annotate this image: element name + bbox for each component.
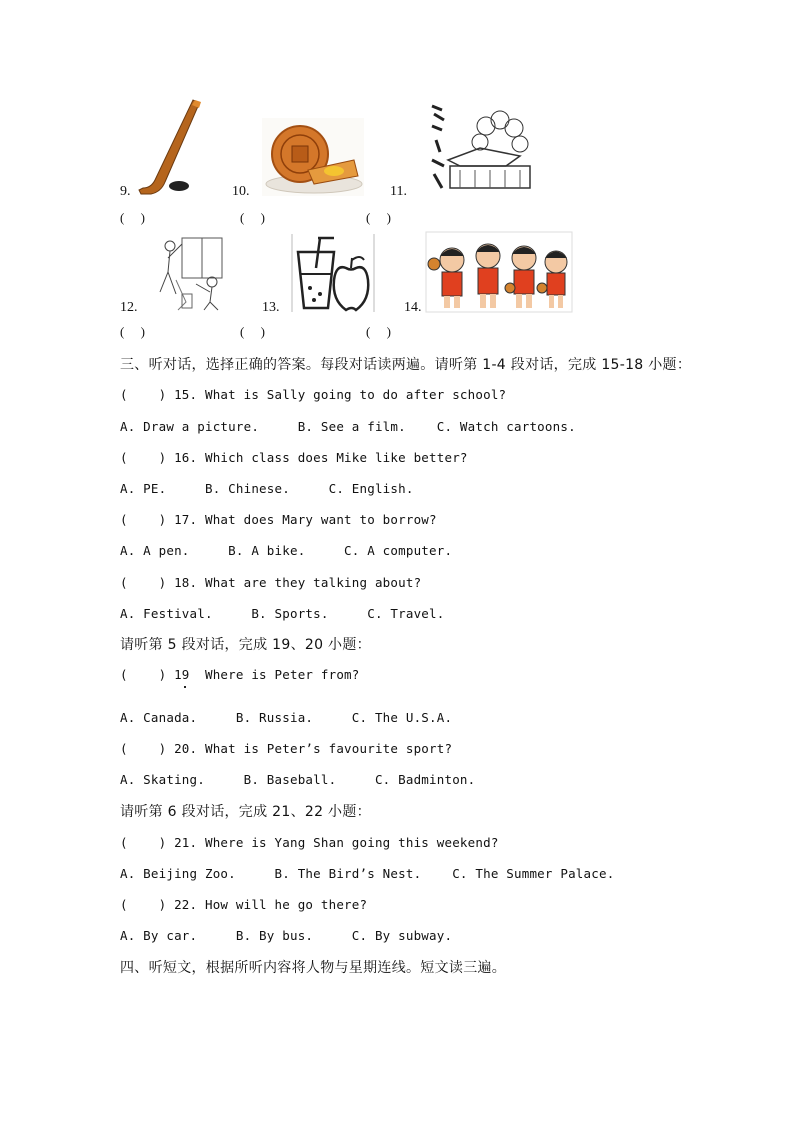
question-18-options: A. Festival. B. Sports. C. Travel. xyxy=(120,606,445,621)
item-11-answer[interactable]: ( ) xyxy=(366,210,391,225)
question-21-options: A. Beijing Zoo. B. The Bird’s Nest. C. The Summer Palace. xyxy=(120,866,615,881)
table-tennis-kids-image xyxy=(426,232,572,312)
mooncake-image xyxy=(262,118,364,196)
juice-apple-image xyxy=(290,234,376,312)
question-19: ( ) 19 Where is Peter from? xyxy=(120,667,360,682)
question-15-options: A. Draw a picture. B. See a film. C. Watch cartoons. xyxy=(120,419,576,434)
stray-dot xyxy=(184,686,186,688)
item-11-number: 11. xyxy=(390,184,407,199)
cleaning-window-image xyxy=(146,232,236,312)
section-3-sub-heading-2: 请听第 6 段对话，完成 21、22 小题： xyxy=(120,804,371,820)
item-14-number: 14. xyxy=(404,300,422,315)
question-22: ( ) 22. How will he go there? xyxy=(120,897,368,912)
national-day-image xyxy=(420,100,532,192)
question-20-options: A. Skating. B. Baseball. C. Badminton. xyxy=(120,772,476,787)
item-12-number: 12. xyxy=(120,300,138,315)
question-15: ( ) 15. What is Sally going to do after school? xyxy=(120,387,507,402)
item-13-answer[interactable]: ( ) xyxy=(240,324,265,339)
question-19-options: A. Canada. B. Russia. C. The U.S.A. xyxy=(120,710,453,725)
item-12-answer[interactable]: ( ) xyxy=(120,324,145,339)
section-4-heading: 四、听短文，根据所听内容将人物与星期连线。短文读三遍。 xyxy=(120,960,507,976)
item-10-number: 10. xyxy=(232,184,250,199)
question-17: ( ) 17. What does Mary want to borrow? xyxy=(120,512,437,527)
item-13-number: 13. xyxy=(262,300,280,315)
item-14-answer[interactable]: ( ) xyxy=(366,324,391,339)
question-16: ( ) 16. Which class does Mike like better? xyxy=(120,450,468,465)
question-16-options: A. PE. B. Chinese. C. English. xyxy=(120,481,414,496)
question-21: ( ) 21. Where is Yang Shan going this weekend? xyxy=(120,835,499,850)
section-3-sub-heading-1: 请听第 5 段对话，完成 19、20 小题： xyxy=(120,637,371,653)
hockey-stick-image xyxy=(135,100,205,195)
section-3-heading: 三、听对话，选择正确的答案。每段对话读两遍。请听第 1-4 段对话，完成 15-18 小题： xyxy=(120,357,692,373)
question-17-options: A. A pen. B. A bike. C. A computer. xyxy=(120,543,453,558)
item-9-answer[interactable]: ( ) xyxy=(120,210,145,225)
item-10-answer[interactable]: ( ) xyxy=(240,210,265,225)
item-9-number: 9. xyxy=(120,184,131,199)
question-18: ( ) 18. What are they talking about? xyxy=(120,575,422,590)
question-20: ( ) 20. What is Peter’s favourite sport? xyxy=(120,741,453,756)
question-22-options: A. By car. B. By bus. C. By subway. xyxy=(120,928,453,943)
